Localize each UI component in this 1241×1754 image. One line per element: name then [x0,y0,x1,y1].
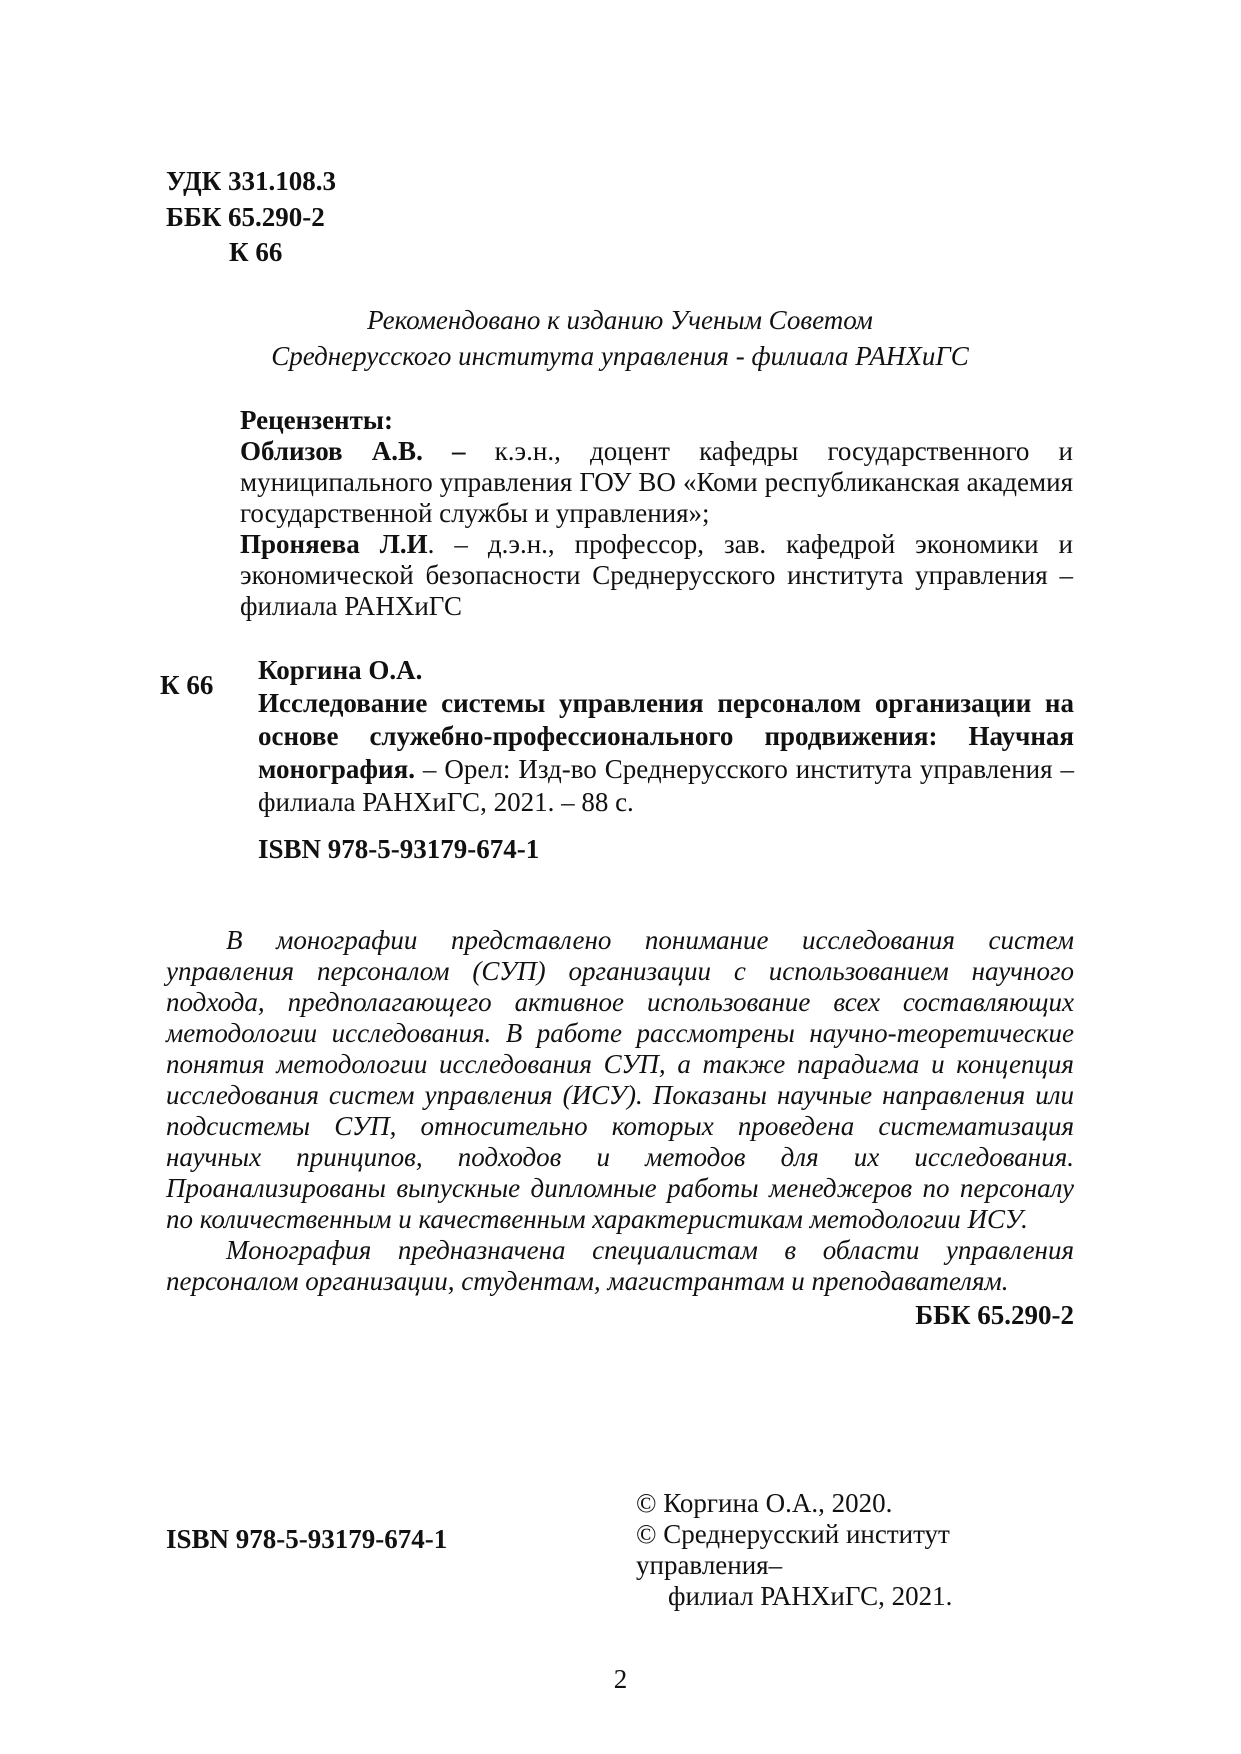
card-isbn: ISBN 978-5-93179-674-1 [258,834,540,864]
card-imprint: – Орел: Изд-во Среднерусского института управления – филиала РАНХиГС, 2021. – 88 с. [258,754,1074,817]
abstract [166,925,1074,1297]
reviewer-2-name: Проняева Л.И [240,529,428,559]
page-number: 2 [613,1664,628,1694]
author-mark: К 66 [229,237,283,267]
recommendation [160,302,1080,374]
copyright-institute-line-2: филиал РАНХиГС, 2021. [668,1581,953,1611]
abstract-bbk: ББК 65.290-2 [915,1300,1074,1330]
reviewers-title: Рецензенты: [240,405,393,435]
abstract-paragraph-1: В монографии представлено понимание исследования систем управления персоналом (СУП) организации с использованием научного подхода, предполагающего активное использование всех составляющих методологии исследования. В работе рассмотрены научно-теоретические понятия методологии исследования СУП, а также парадигма и концепция исследования систем управления (ИСУ). Показаны научные направления или подсистемы СУП, относительно которых проведена систематизация научных принципов, подходов и методов для их исследования. Проанализированы выпускные дипломные работы менеджеров по персоналу по количественным и качественным характеристикам методологии ИСУ. [166,925,1074,1234]
abstract-paragraph-2: Монография предназначена специалистам в области управления персоналом организации, студентам, магистрантам и преподавателям. [166,1235,1074,1296]
reviewer-1 [240,436,1073,529]
footer-isbn: ISBN 978-5-93179-674-1 [166,1524,448,1554]
reviewer-2 [240,529,1073,622]
copyright-block [636,1488,1076,1612]
catalog-card [258,654,1074,866]
bbk-code: ББК 65.290-2 [166,202,325,232]
udk-code: УДК 331.108.3 [166,166,336,196]
card-title: Исследование системы управления персоналом организации на основе служебно-профессионального продвижения: Научная монография. [258,688,1074,784]
recommendation-line-1: Рекомендовано к изданию Ученым Советом [367,305,873,335]
recommendation-line-2: Среднерусского института управления - филиала РАНХиГС [271,341,969,371]
reviewer-1-name: Облизов А.В. – [240,436,466,466]
reviewer-1-text: к.э.н., доцент кафедры государственного и муниципального управления ГОУ ВО «Коми республиканская академия государственной службы и управления»; [240,436,1073,528]
card-author-mark: К 66 [160,670,214,700]
reviewers-section [240,405,1073,622]
copyright-institute-line-1: © Среднерусский институт управления– [636,1519,950,1580]
card-description [258,687,1074,819]
reviewer-2-text: . – д.э.н., профессор, зав. кафедрой экономики и экономической безопасности Среднерусского института управления – филиала РАНХиГС [240,529,1073,621]
copyright-author: © Коргина О.А., 2020. [636,1488,893,1518]
card-author: Коргина О.А. [258,655,423,685]
